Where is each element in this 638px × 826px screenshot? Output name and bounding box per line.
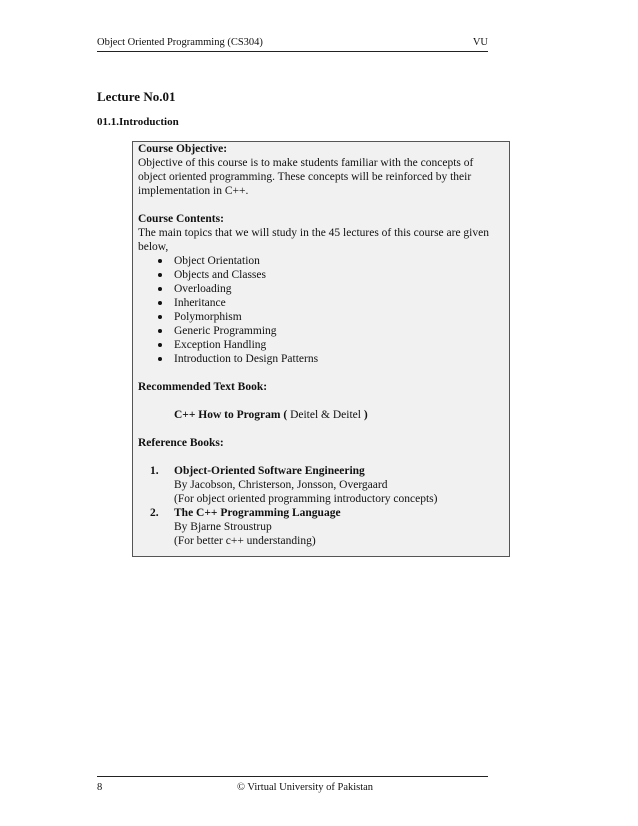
references-list (138, 464, 501, 548)
topics-list (138, 254, 501, 366)
header-org: VU (472, 37, 488, 48)
course-info-box (132, 141, 510, 557)
list-item: Generic Programming (156, 324, 501, 338)
page-footer (97, 776, 488, 795)
page-header (97, 37, 488, 52)
textbook-title: C++ How to Program ( (174, 409, 288, 421)
reference-note: (For better c++ understanding) (174, 535, 316, 547)
reference-authors: By Jacobson, Christerson, Jonsson, Overgaard (174, 479, 388, 491)
reference-authors: By Bjarne Stroustrup (174, 521, 272, 533)
list-item: Exception Handling (156, 338, 501, 352)
reference-note: (For object oriented programming introductory concepts) (174, 493, 438, 505)
lecture-title: Lecture No.01 (97, 89, 176, 104)
reference-number: 1. (150, 465, 159, 477)
textbook-close: ) (363, 409, 368, 421)
page-number: 8 (97, 782, 103, 793)
references-heading: Reference Books: (138, 437, 224, 449)
list-item: Objects and Classes (156, 268, 501, 282)
list-item (150, 464, 501, 506)
section-title: 01.1.Introduction (97, 116, 179, 128)
list-item: Polymorphism (156, 310, 501, 324)
list-item (150, 506, 501, 548)
copyright-text: © Virtual University of Pakistan (237, 782, 374, 793)
objective-heading: Course Objective: (138, 143, 228, 155)
objective-text: Objective of this course is to make students familiar with the concepts of object oriented programming. These concepts will be reinforced by their implementation in C++. (138, 157, 474, 197)
reference-title: Object-Oriented Software Engineering (174, 465, 365, 477)
list-item: Overloading (156, 282, 501, 296)
list-item: Object Orientation (156, 254, 501, 268)
textbook-authors: Deitel & Deitel (287, 409, 364, 421)
list-item: Inheritance (156, 296, 501, 310)
list-item: Introduction to Design Patterns (156, 352, 501, 366)
contents-intro: The main topics that we will study in the 45 lectures of this course are given below, (138, 227, 489, 253)
reference-title: The C++ Programming Language (174, 507, 341, 519)
header-course-title: Object Oriented Programming (CS304) (97, 37, 263, 48)
contents-heading: Course Contents: (138, 213, 224, 225)
textbook-heading: Recommended Text Book: (138, 381, 268, 393)
textbook-entry (138, 408, 501, 422)
reference-number: 2. (150, 507, 159, 519)
